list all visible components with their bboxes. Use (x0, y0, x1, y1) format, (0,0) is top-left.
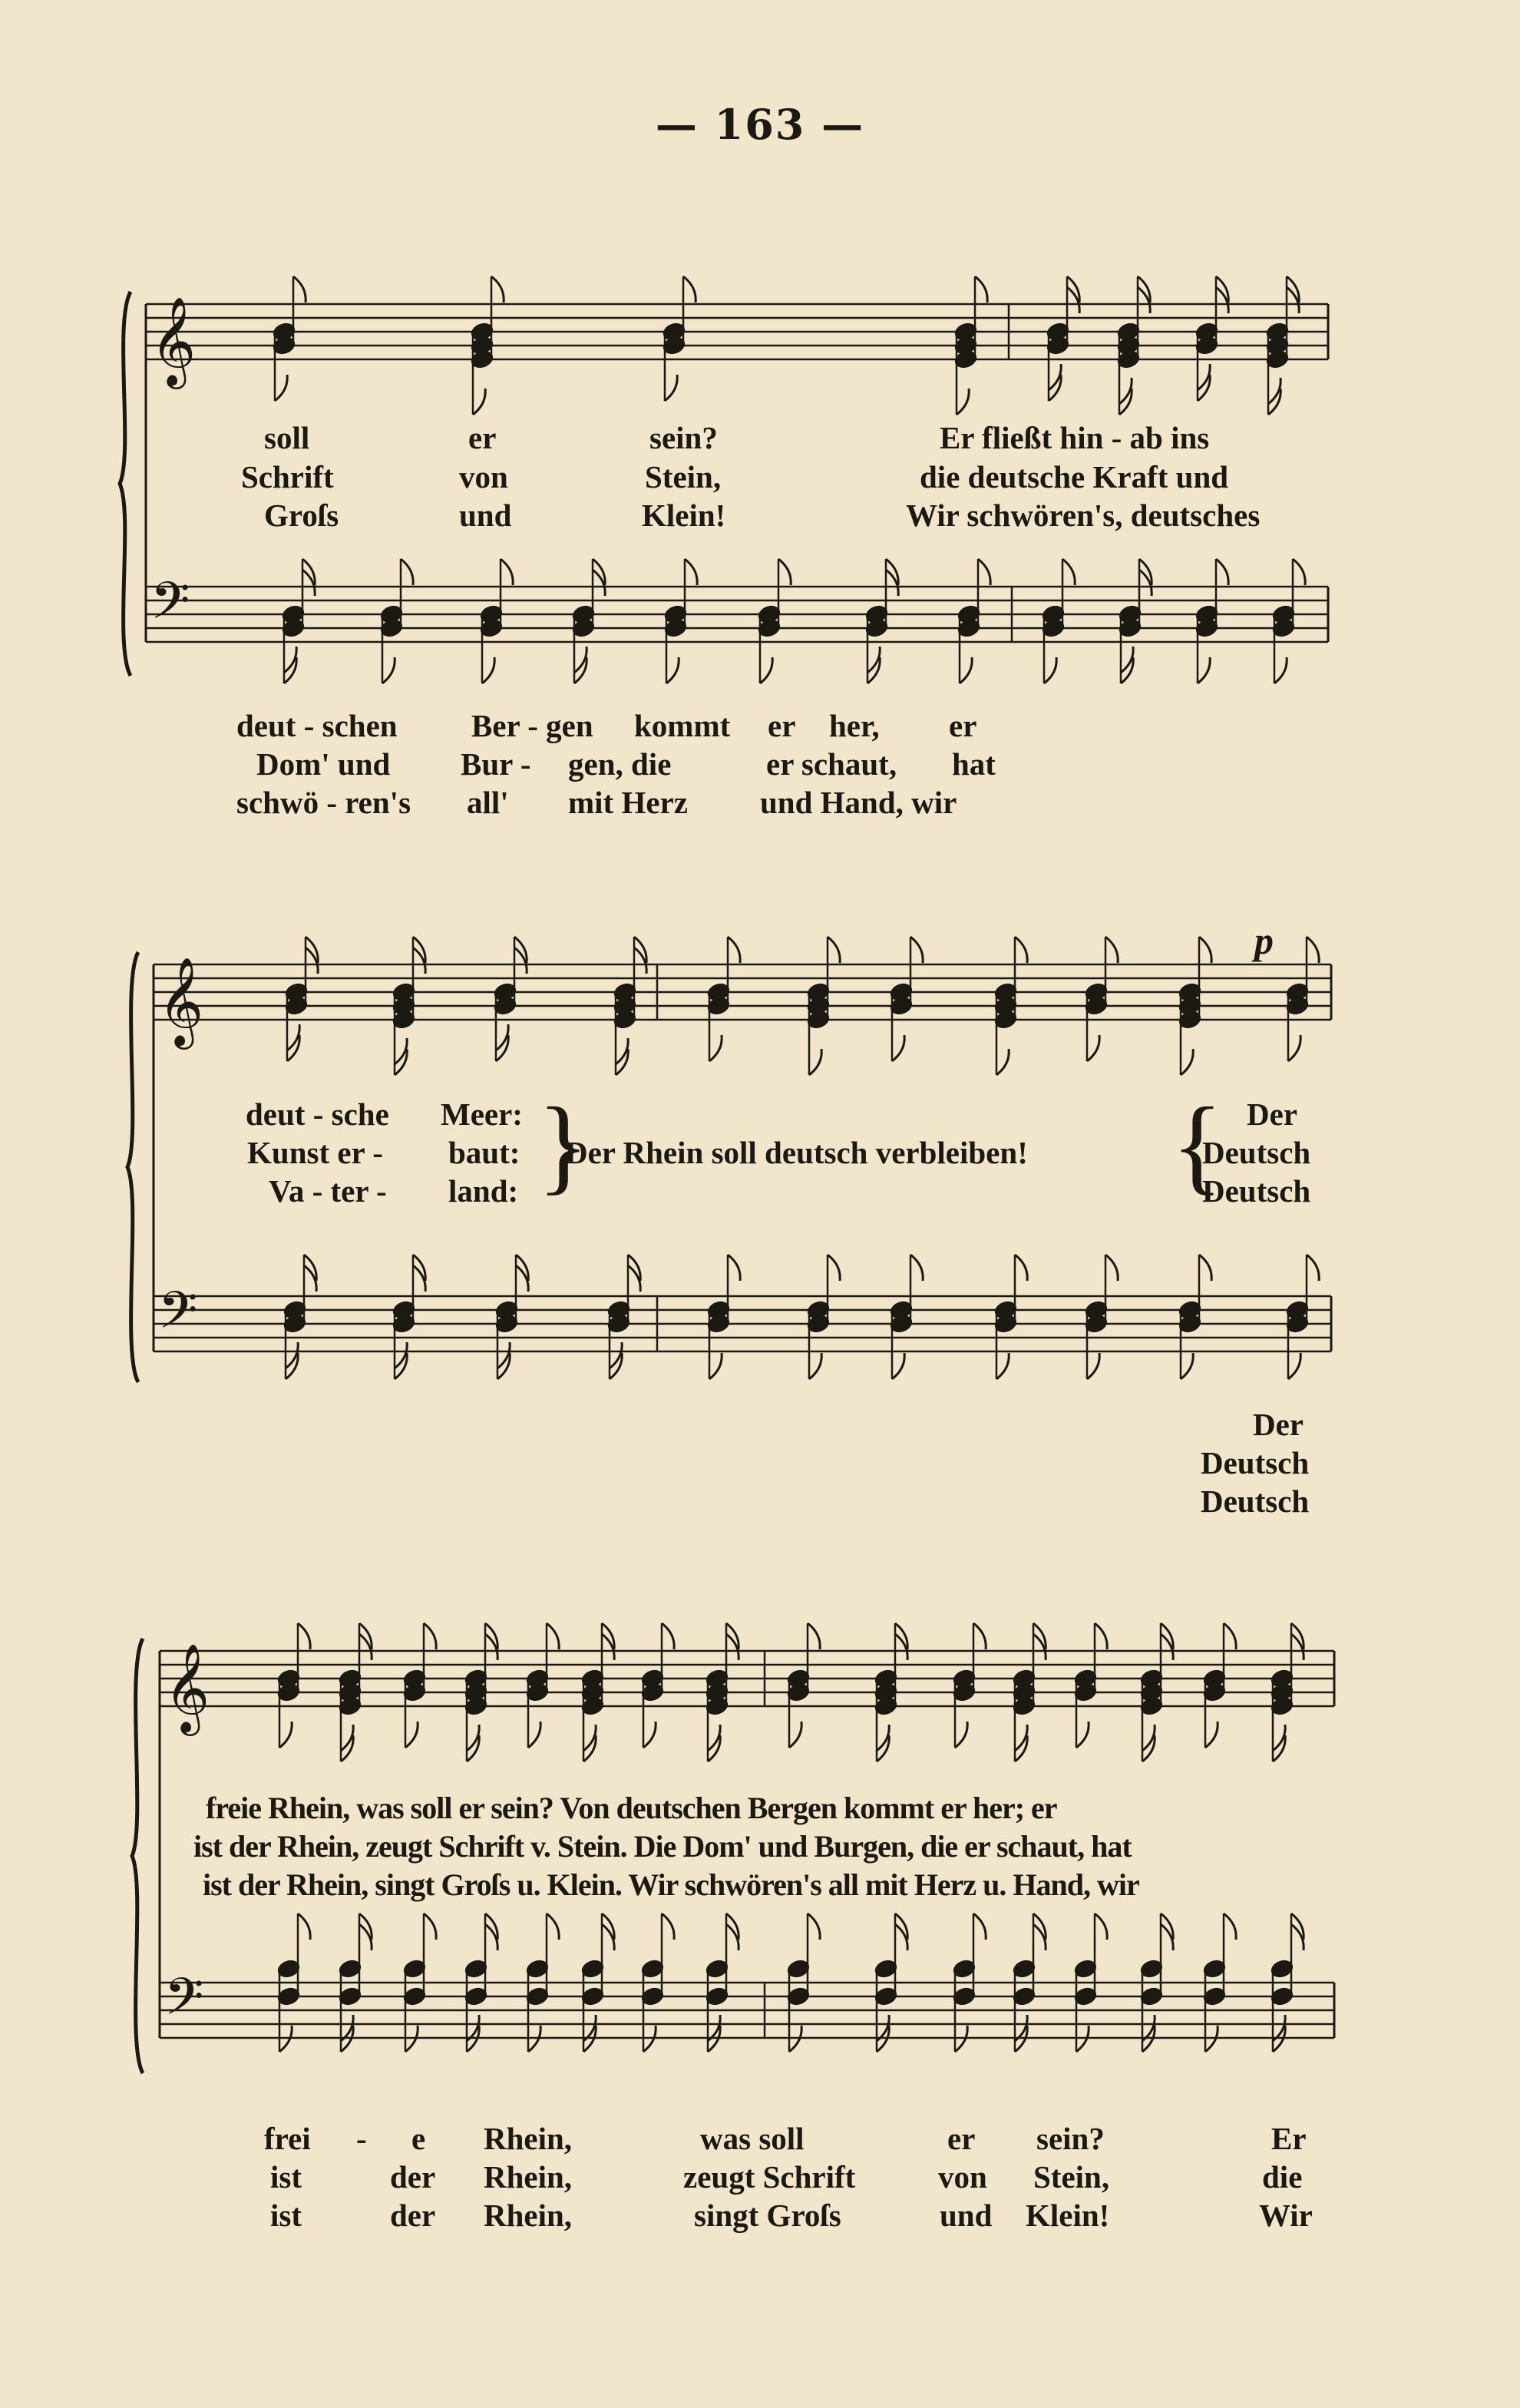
s3-under2-w3: Rhein, (484, 2159, 573, 2195)
s1-under2-w2: Bur - (461, 746, 531, 782)
s2-under-right2: Deutsch (1201, 1445, 1310, 1480)
s1-under2-w1: Dom' und (256, 746, 391, 782)
s1-under2-w4: er schaut, (766, 746, 897, 782)
s1-verse3-w2: und (459, 498, 512, 533)
s3-under2-w5: von (938, 2159, 987, 2195)
s3-under2-w7: die (1262, 2159, 1303, 2195)
s3-under2-w2: der (390, 2159, 436, 2195)
s3-under2-w1: ist (270, 2159, 302, 2195)
s3-under1-w1: frei (264, 2121, 311, 2156)
s2-left1-w1: deut - sche (246, 1096, 389, 1132)
s1-verse2-w4: die deutsche Kraft und (920, 459, 1229, 495)
s1-verse3-w1: Groſs (264, 498, 339, 533)
s1-under1-w1: deut - schen (236, 708, 398, 743)
s1-under1-w6: er (949, 708, 977, 743)
s3-verse3: ist der Rhein, singt Groſs u. Klein. Wir schwören's all mit Herz u. Hand, wir (203, 1867, 1139, 1902)
s3-under1-w5: was soll (700, 2121, 805, 2156)
svg-text:𝄞: 𝄞 (150, 296, 197, 385)
s3-verse2: ist der Rhein, zeugt Schrift v. Stein. Die Dom' und Burgen, die er schaut, hat (193, 1829, 1132, 1864)
s2-left3-w1: Va - ter - (269, 1173, 387, 1209)
s2-right-line3: Deutsch (1202, 1173, 1311, 1209)
s3-under3-w5: und (940, 2198, 993, 2233)
s1-verse1-w1: soll (264, 420, 310, 455)
dynamic-piano-mark: p (1254, 919, 1274, 962)
s1-under3-w1: schwö - ren's (236, 785, 411, 820)
s1-under3-w2: all' (467, 785, 509, 820)
s1-verse1-w4: Er fließt hin - ab ins (940, 420, 1210, 455)
s3-under3-w1: ist (270, 2198, 302, 2233)
s1-under1-w5: her, (829, 708, 880, 743)
s1-under3-w4: und Hand, wir (760, 785, 957, 820)
s3-under1-w7: sein? (1036, 2121, 1105, 2156)
s3-under1-w3: e (411, 2121, 426, 2156)
page-number: — 163 — (655, 100, 865, 149)
s3-under3-w3: Rhein, (484, 2198, 573, 2233)
s3-under3-w7: Wir (1259, 2198, 1313, 2233)
lyric-brace-right: } (537, 1086, 590, 1205)
s2-left2-w1: Kunst er - (247, 1135, 383, 1170)
s3-under1-w6: er (947, 2121, 976, 2156)
s2-middle-line: Der Rhein soll deutsch verbleiben! (565, 1135, 1028, 1170)
svg-text:𝄞: 𝄞 (158, 956, 204, 1046)
s1-under1-w3: kommt (634, 708, 731, 743)
s3-under1-w8: Er (1271, 2121, 1307, 2156)
s1-verse3-w3: Klein! (642, 498, 726, 533)
s1-verse2-w1: Schrift (241, 459, 334, 495)
s2-left3-w2: land: (448, 1173, 519, 1209)
svg-text:𝄢: 𝄢 (150, 571, 190, 643)
s2-right-line1: Der (1247, 1096, 1298, 1132)
s3-under1-w2: - (356, 2121, 367, 2156)
s2-right-line2: Deutsch (1202, 1135, 1311, 1170)
s1-under1-w4: er (768, 708, 796, 743)
svg-text:𝄞: 𝄞 (164, 1642, 210, 1732)
s3-under3-w6: Klein! (1026, 2198, 1110, 2233)
svg-text:𝄢: 𝄢 (158, 1281, 198, 1352)
lyric-brace-left: { (1171, 1086, 1224, 1205)
s1-under2-w3: gen, die (568, 746, 672, 782)
s1-under3-w3: mit Herz (568, 785, 688, 820)
s3-under2-w4: zeugt Schrift (683, 2159, 856, 2195)
s3-under3-w2: der (390, 2198, 436, 2233)
s3-under2-w6: Stein, (1033, 2159, 1110, 2195)
s1-verse3-w4: Wir schwören's, deutsches (906, 498, 1261, 533)
s3-verse1: freie Rhein, was soll er sein? Von deutschen Bergen kommt er her; er (206, 1791, 1057, 1825)
s2-under-right3: Deutsch (1201, 1484, 1310, 1519)
s3-under3-w4: singt Groſs (694, 2198, 841, 2233)
s1-verse2-w2: von (459, 459, 508, 495)
s3-under1-w4: Rhein, (484, 2121, 573, 2156)
s1-verse2-w3: Stein, (645, 459, 722, 495)
s2-left2-w2: baut: (448, 1135, 520, 1170)
svg-text:𝄢: 𝄢 (164, 1967, 204, 2039)
s2-under-right1: Der (1253, 1407, 1304, 1442)
s2-left1-w2: Meer: (441, 1096, 523, 1132)
s1-under2-w5: hat (952, 746, 996, 782)
s1-verse1-w3: sein? (649, 420, 718, 455)
s1-verse1-w2: er (468, 420, 497, 455)
s1-under1-w2: Ber - gen (471, 708, 593, 743)
